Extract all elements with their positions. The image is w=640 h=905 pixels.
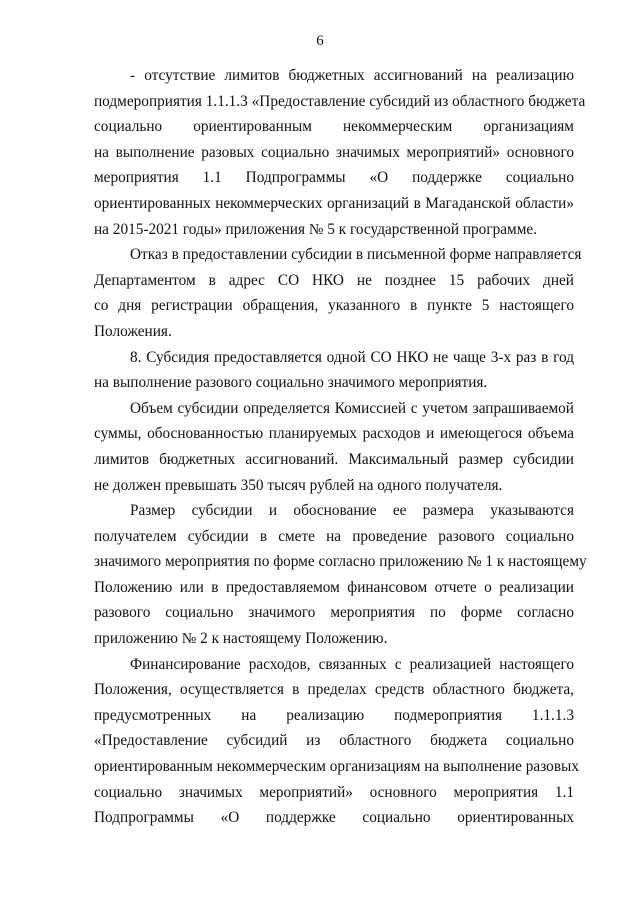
text-line: Положения. [94, 322, 172, 340]
text-line: Объем субсидии определяется Комиссией с учетом запрашиваемой [130, 399, 574, 417]
text-line: на 2015-2021 годы» приложения № 5 к государственной программе. [94, 220, 538, 238]
page-number: 6 [316, 33, 324, 49]
text-line: приложению № 2 к настоящему Положению. [94, 630, 388, 648]
paragraph-budget-limits [94, 63, 586, 242]
paragraph-subsidy-volume [94, 396, 574, 498]
text-line: не должен превышать 350 тысяч рублей на одного получателя. [94, 476, 503, 494]
text-line: социально ориентированным некоммерческим организациям [94, 118, 574, 136]
text-line: на выполнение разового социально значимого мероприятия. [94, 374, 488, 392]
text-line: разового социально значимого мероприятия по форме согласно [94, 604, 574, 622]
text-line: Положению или в предоставляемом финансовом отчете о реализации [94, 578, 574, 596]
paragraph-item-8 [94, 345, 574, 396]
paragraph-financing [94, 652, 579, 831]
text-line: получателем субсидии в смете на проведение разового социально [94, 527, 574, 545]
text-line: Финансирование расходов, связанных с реализацией настоящего [130, 655, 574, 673]
text-line: Размер субсидии и обоснование ее размера указываются [130, 502, 574, 520]
document-body [94, 63, 587, 831]
text-line: суммы, обоснованностью планируемых расходов и имеющегося объема [94, 425, 574, 443]
text-line: лимитов бюджетных ассигнований. Максимальный размер субсидии [94, 450, 574, 468]
text-line: мероприятия 1.1 Подпрограммы «О поддержке социально [94, 169, 574, 187]
text-line: ориентированных некоммерческих организаций в Магаданской области» [94, 194, 574, 212]
text-line: Департаментом в адрес СО НКО не позднее 15 рабочих дней [94, 271, 574, 289]
text-line: значимого мероприятия по форме согласно приложению № 1 к настоящему [94, 553, 587, 571]
text-line: Подпрограммы «О поддержке социально ориентированных [94, 809, 574, 827]
text-line: предусмотренных на реализацию подмероприятия 1.1.1.3 [94, 706, 574, 724]
text-line: социально значимых мероприятий» основного мероприятия 1.1 [94, 783, 574, 801]
text-line: - отсутствие лимитов бюджетных ассигнований на реализацию [130, 67, 574, 84]
paragraph-refusal [94, 242, 582, 344]
text-line: Положения, осуществляется в пределах средств областного бюджета, [94, 681, 574, 699]
text-line: подмероприятия 1.1.1.3 «Предоставление субсидий из областного бюджета [94, 92, 586, 110]
paragraph-subsidy-size [94, 498, 587, 652]
text-line: 8. Субсидия предоставляется одной СО НКО не чаще 3-х раз в год [130, 348, 574, 366]
text-line: «Предоставление субсидий из областного бюджета социально [94, 732, 574, 750]
text-line: на выполнение разовых социально значимых мероприятий» основного [94, 143, 574, 161]
text-line: со дня регистрации обращения, указанного в пункте 5 настоящего [94, 297, 574, 315]
text-line: ориентированным некоммерческим организациям на выполнение разовых [94, 758, 579, 776]
text-line: Отказ в предоставлении субсидии в письменной форме направляется [130, 246, 582, 264]
